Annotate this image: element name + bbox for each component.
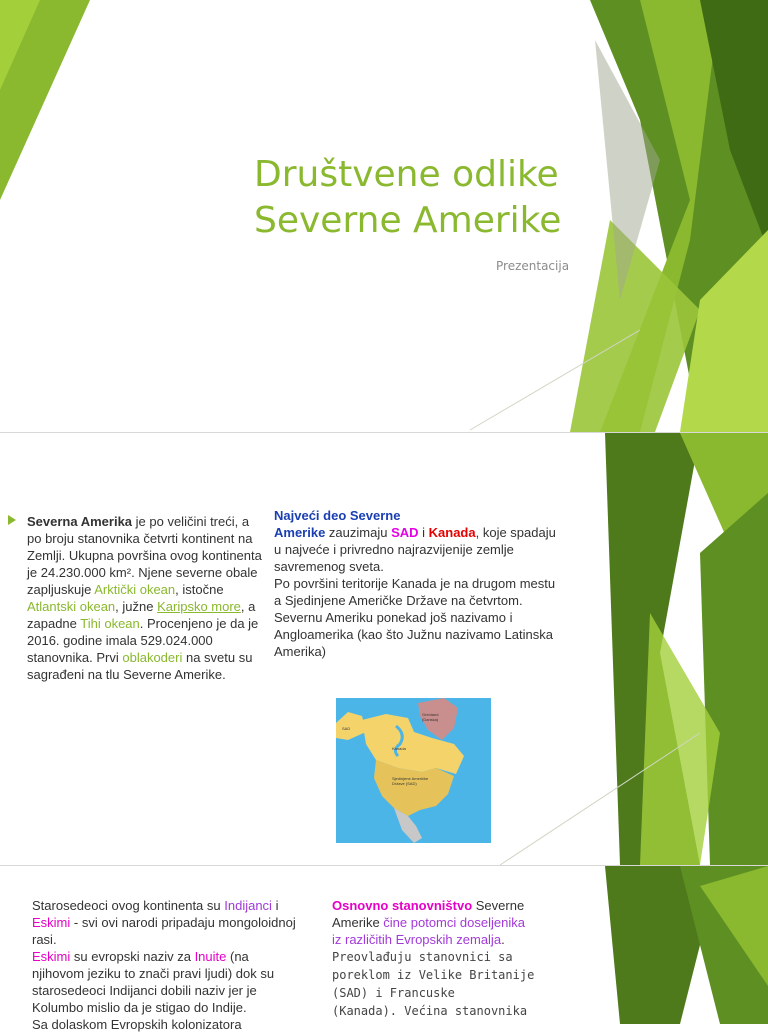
map-label-greenland: Grenland (Danska): [422, 712, 439, 722]
link-skyscrapers[interactable]: oblakoderi: [122, 650, 183, 665]
link-pacific-ocean[interactable]: Tihi okean: [80, 616, 140, 631]
text-part: je po veličini treći, a po broju stanovnika četvrti kontinent na Zemlji. Ukupna površina ovog kontinenta je 24.230.000 km². Njene severne obale zapljuskuje: [27, 514, 262, 597]
link-arctic-ocean[interactable]: Arktički okean: [94, 582, 176, 597]
bullet-arrow-icon: [8, 515, 16, 525]
map-label-sad-alaska: SAD: [342, 726, 351, 731]
text-eskimi-2: Eskimi: [32, 949, 71, 964]
text-part: .: [501, 932, 505, 947]
map-label-kanada: Kanada: [392, 746, 406, 751]
text-part: na svetu su sagrađeni na tlu Severne Amerike.: [27, 650, 253, 682]
title-line-1: Društvene odlike: [254, 154, 559, 195]
subtitle: Prezentacija: [496, 259, 570, 273]
text-indijanci: Indijanci: [224, 898, 272, 913]
text-blue: Amerike: [274, 525, 326, 540]
map-label-usa: Sjedinjene Američke Države (SAD): [392, 776, 429, 786]
text-block-natives: [32, 897, 302, 1033]
text-part: - svi ovi narodi pripadaju mongoloidnoj rasi.: [32, 915, 296, 947]
text-potomci: čine potomci doseljenika iz različitih Evropskih zemalja: [332, 915, 525, 947]
bold-lead: Severna Amerika: [27, 514, 133, 529]
text-part: zauzimaju: [325, 525, 392, 540]
text-kanada: Kanada: [428, 525, 476, 540]
text-mono: Preovlađuju stanovnici sa poreklom iz Velike Britanije (SAD) i Francuske: [332, 950, 535, 1000]
north-america-map: [336, 698, 491, 843]
text-part: Sa dolaskom Evropskih kolonizatora: [32, 1017, 242, 1032]
text-inuite: Inuite: [194, 949, 227, 964]
text-part: , istočne: [175, 582, 224, 597]
text-part: su evropski naziv za: [70, 949, 195, 964]
text-osnovno: Osnovno stanovništvo: [332, 898, 473, 913]
link-atlantic-ocean[interactable]: Atlantski okean: [27, 599, 116, 614]
text-part: , koje spadaju u najveće i privredno najrazvijenije zemlje savremenog sveta.: [274, 525, 556, 574]
text-part: Starosedeoci ovog kontinenta su: [32, 898, 225, 913]
text-block-countries: [274, 507, 559, 660]
link-caribbean-sea[interactable]: Karipsko more: [157, 599, 241, 614]
heading-blue: Najveći deo Severne: [274, 508, 401, 523]
text-mono: (Kanada). Većina stanovnika: [332, 1004, 528, 1018]
slide-title: [0, 0, 768, 432]
text-paragraph: Po površini teritorije Kanada je na drugom mestu a Sjedinjene Američke Države na četvrtom.: [274, 576, 556, 608]
text-block-overview: [27, 513, 262, 683]
text-part: . Procenjeno je da je 2016. godine imala 529.024.000 stanovnika. Prvi: [27, 616, 259, 665]
title-line-2: Severne Amerike: [254, 200, 562, 241]
page-title: [254, 152, 594, 244]
text-part: i: [271, 898, 279, 913]
text-part: Severne Amerike: [332, 898, 525, 930]
text-block-population: [332, 897, 537, 1020]
text-part: , a zapadne: [27, 599, 256, 631]
text-part: i: [418, 525, 429, 540]
text-part: (na njihovom jeziku to znači pravi ljudi) dok su starosedeoci Indijanci dobili naziv jer je Kolumbo mislio da je stigao do Indije.: [32, 949, 275, 1015]
text-part: , južne: [115, 599, 158, 614]
text-sad: SAD: [391, 525, 419, 540]
text-paragraph: Severnu Ameriku ponekad još nazivamo i Angloamerika (kao što Južnu nazivamo Latinska Amerika): [274, 610, 553, 659]
text-eskimi: Eskimi: [32, 915, 71, 930]
